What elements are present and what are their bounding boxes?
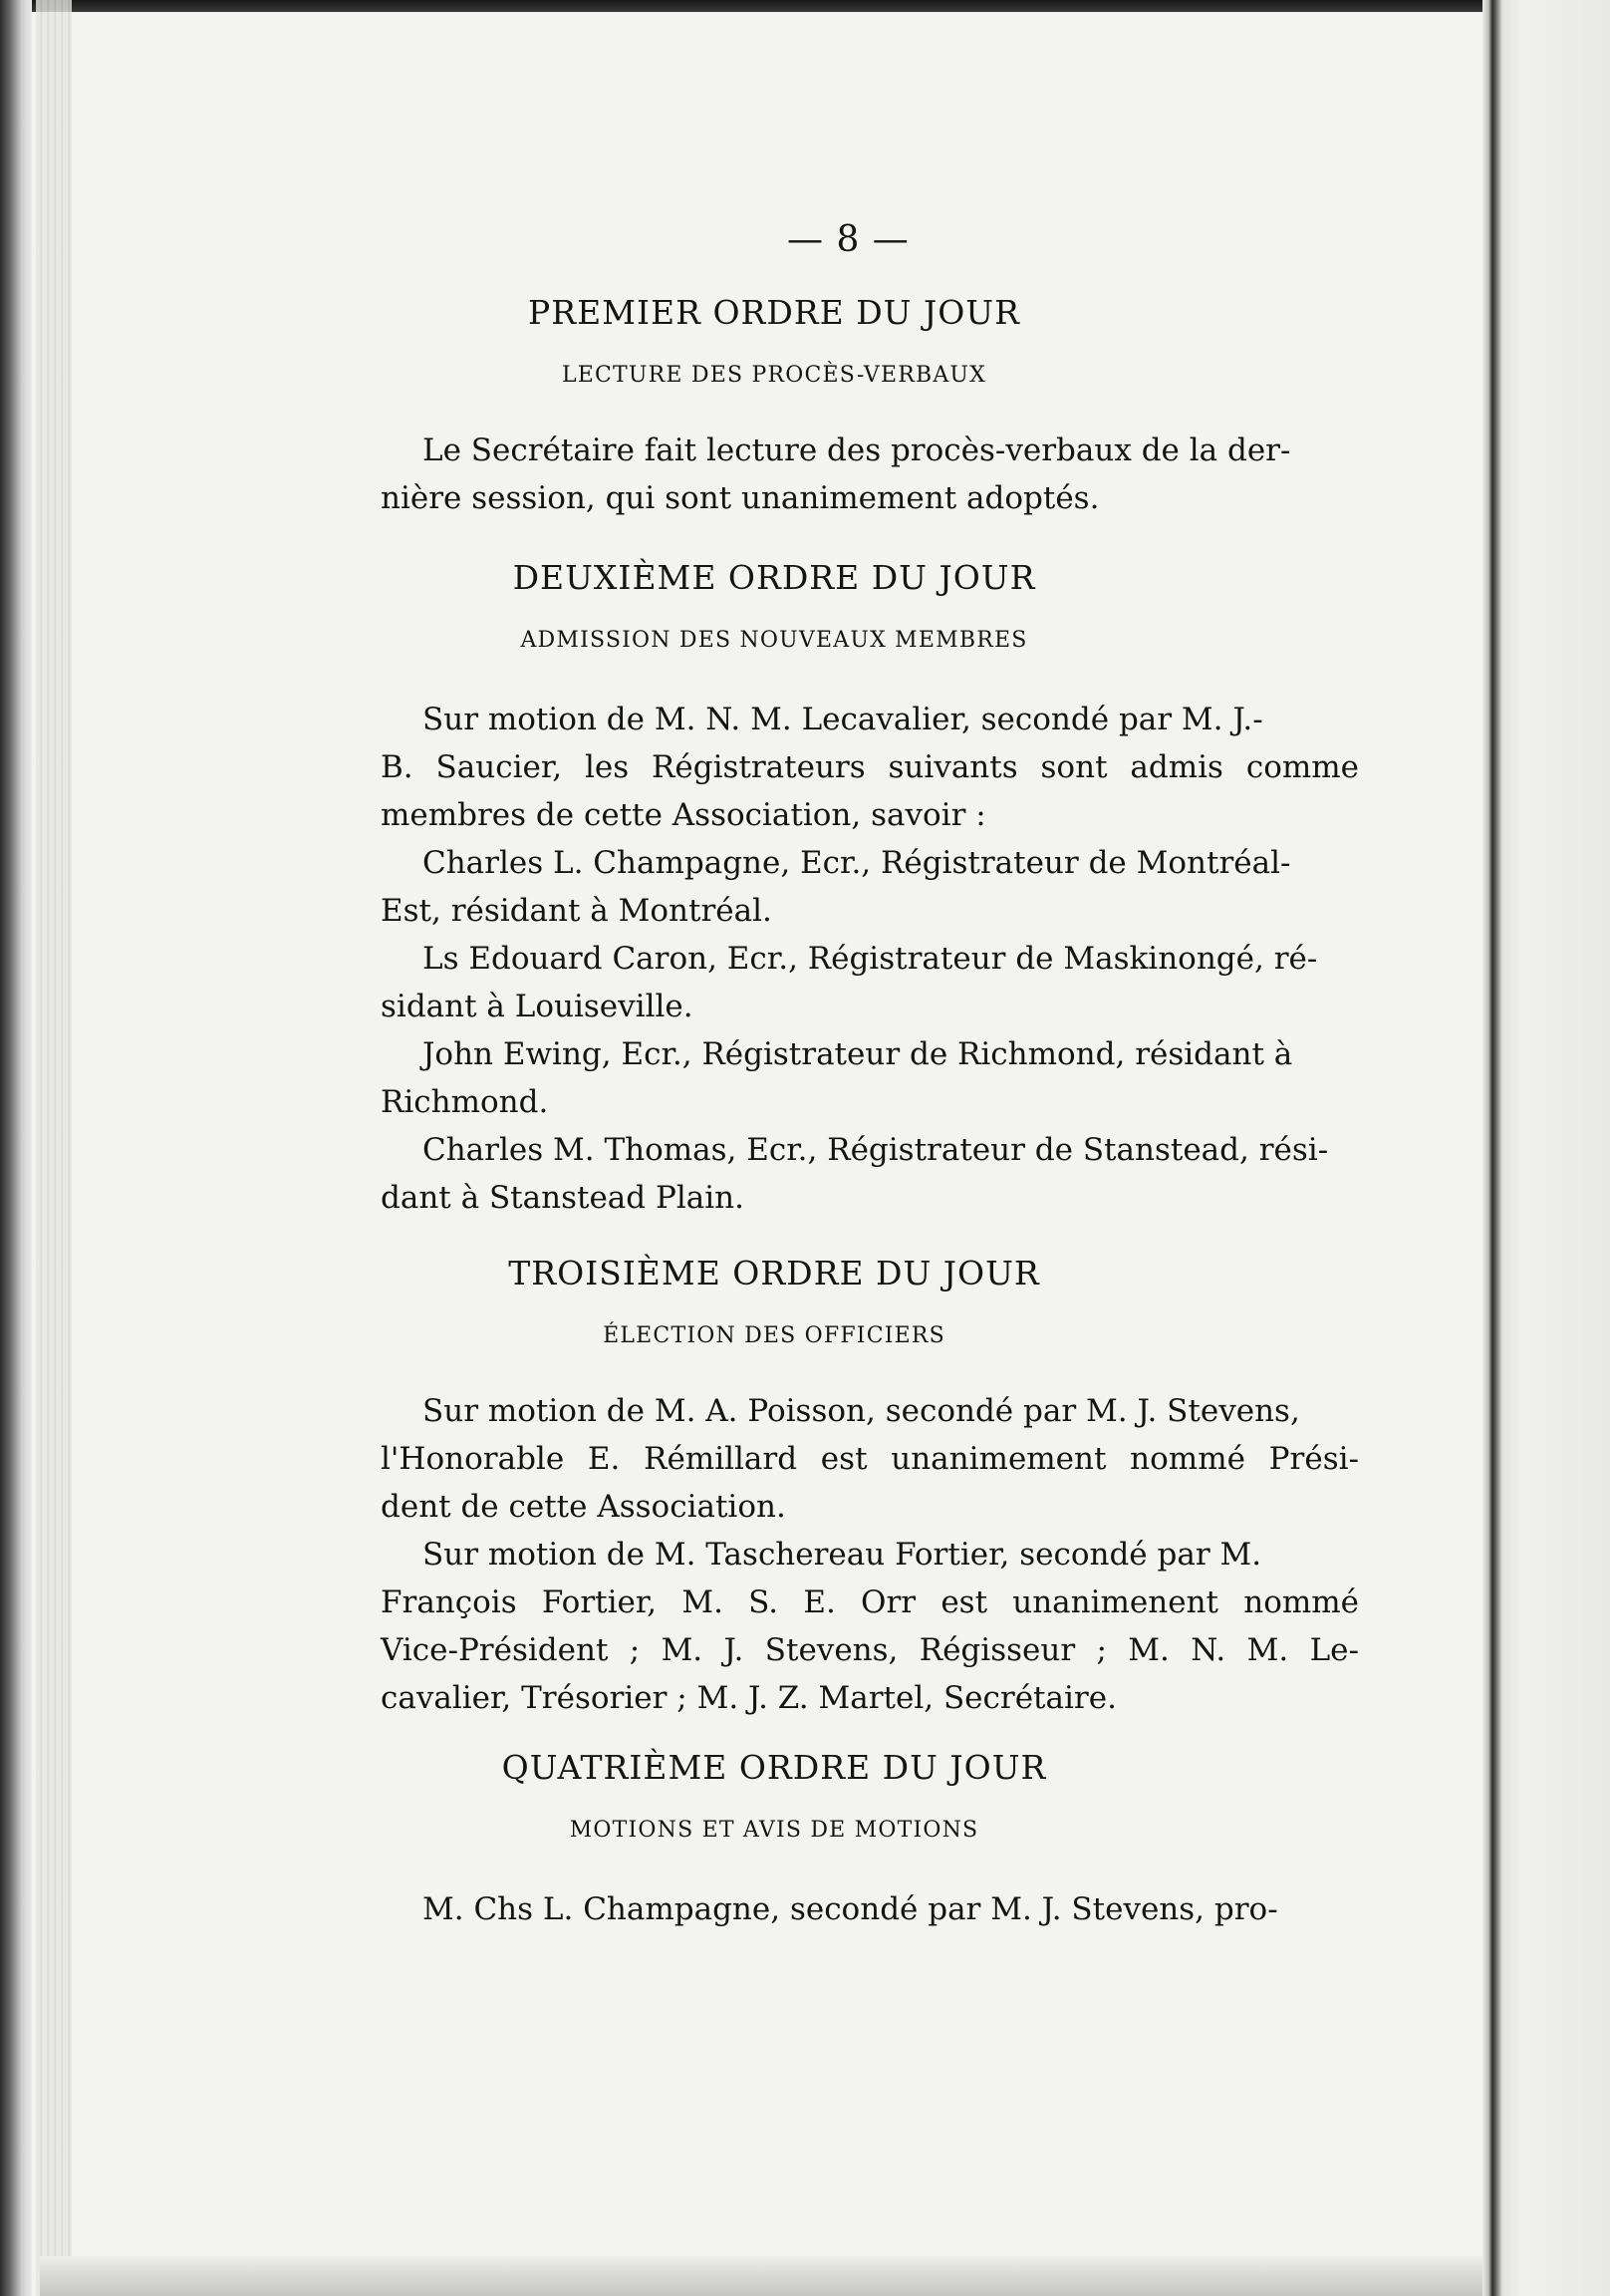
section-subtitle-troisieme: ÉLECTION DES OFFICIERS [603, 1323, 945, 1348]
paragraph-line: Charles M. Thomas, Ecr., Régistrateur de Stanstead, rési- [422, 1132, 1329, 1168]
paragraph-line: François Fortier, M. S. E. Orr est unanimenent nommé [381, 1584, 1359, 1620]
page-stack-edge [36, 0, 72, 2296]
paragraph-line: M. Chs L. Champagne, secondé par M. J. Stevens, pro- [422, 1891, 1278, 1927]
paragraph-line: Vice-Président ; M. J. Stevens, Régisseur ; M. N. M. Le- [381, 1632, 1359, 1668]
section-title-premier: PREMIER ORDRE DU JOUR [528, 293, 1020, 332]
paragraph-line: l'Honorable E. Rémillard est unanimement nommé Prési- [381, 1441, 1359, 1477]
paragraph-line: Richmond. [381, 1084, 549, 1120]
paragraph-line: membres de cette Association, savoir : [381, 797, 986, 833]
paragraph-line: Charles L. Champagne, Ecr., Régistrateur de Montréal- [422, 845, 1291, 881]
paragraph-line: cavalier, Trésorier ; M. J. Z. Martel, Secrétaire. [381, 1680, 1117, 1716]
book-gutter [1482, 0, 1610, 2296]
paragraph-line: nière session, qui sont unanimement adoptés. [381, 480, 1100, 516]
paragraph-line: dant à Stanstead Plain. [381, 1180, 744, 1216]
paragraph-line: Est, résidant à Montréal. [381, 893, 772, 929]
paragraph-line: dent de cette Association. [381, 1489, 786, 1525]
scan-top-border [0, 0, 1610, 12]
section-subtitle-deuxieme: ADMISSION DES NOUVEAUX MEMBRES [520, 628, 1028, 653]
paragraph-line: John Ewing, Ecr., Régistrateur de Richmond, résidant à [422, 1036, 1293, 1072]
paragraph-line: Sur motion de M. Taschereau Fortier, secondé par M. [422, 1537, 1262, 1573]
section-title-deuxieme: DEUXIÈME ORDRE DU JOUR [512, 558, 1036, 597]
scan-left-border [0, 0, 32, 2296]
section-title-troisieme: TROISIÈME ORDRE DU JOUR [508, 1254, 1040, 1292]
document-page [72, 12, 1476, 2254]
paragraph-line: Ls Edouard Caron, Ecr., Régistrateur de Maskinongé, ré- [422, 941, 1318, 977]
page-bottom-edge [40, 2256, 1484, 2296]
section-subtitle-premier: LECTURE DES PROCÈS-VERBAUX [561, 363, 987, 388]
section-subtitle-quatrieme: MOTIONS ET AVIS DE MOTIONS [569, 1818, 979, 1843]
paragraph-line: B. Saucier, les Régistrateurs suivants sont admis comme [381, 749, 1359, 785]
paragraph-line: Sur motion de M. N. M. Lecavalier, secondé par M. J.- [422, 702, 1263, 737]
paragraph-line: Sur motion de M. A. Poisson, secondé par M. J. Stevens, [422, 1393, 1300, 1429]
page-number: — 8 — [787, 219, 910, 260]
section-title-quatrieme: QUATRIÈME ORDRE DU JOUR [501, 1748, 1047, 1787]
paragraph-line: Le Secrétaire fait lecture des procès-verbaux de la der- [422, 432, 1291, 468]
paragraph-line: sidant à Louiseville. [381, 989, 693, 1024]
